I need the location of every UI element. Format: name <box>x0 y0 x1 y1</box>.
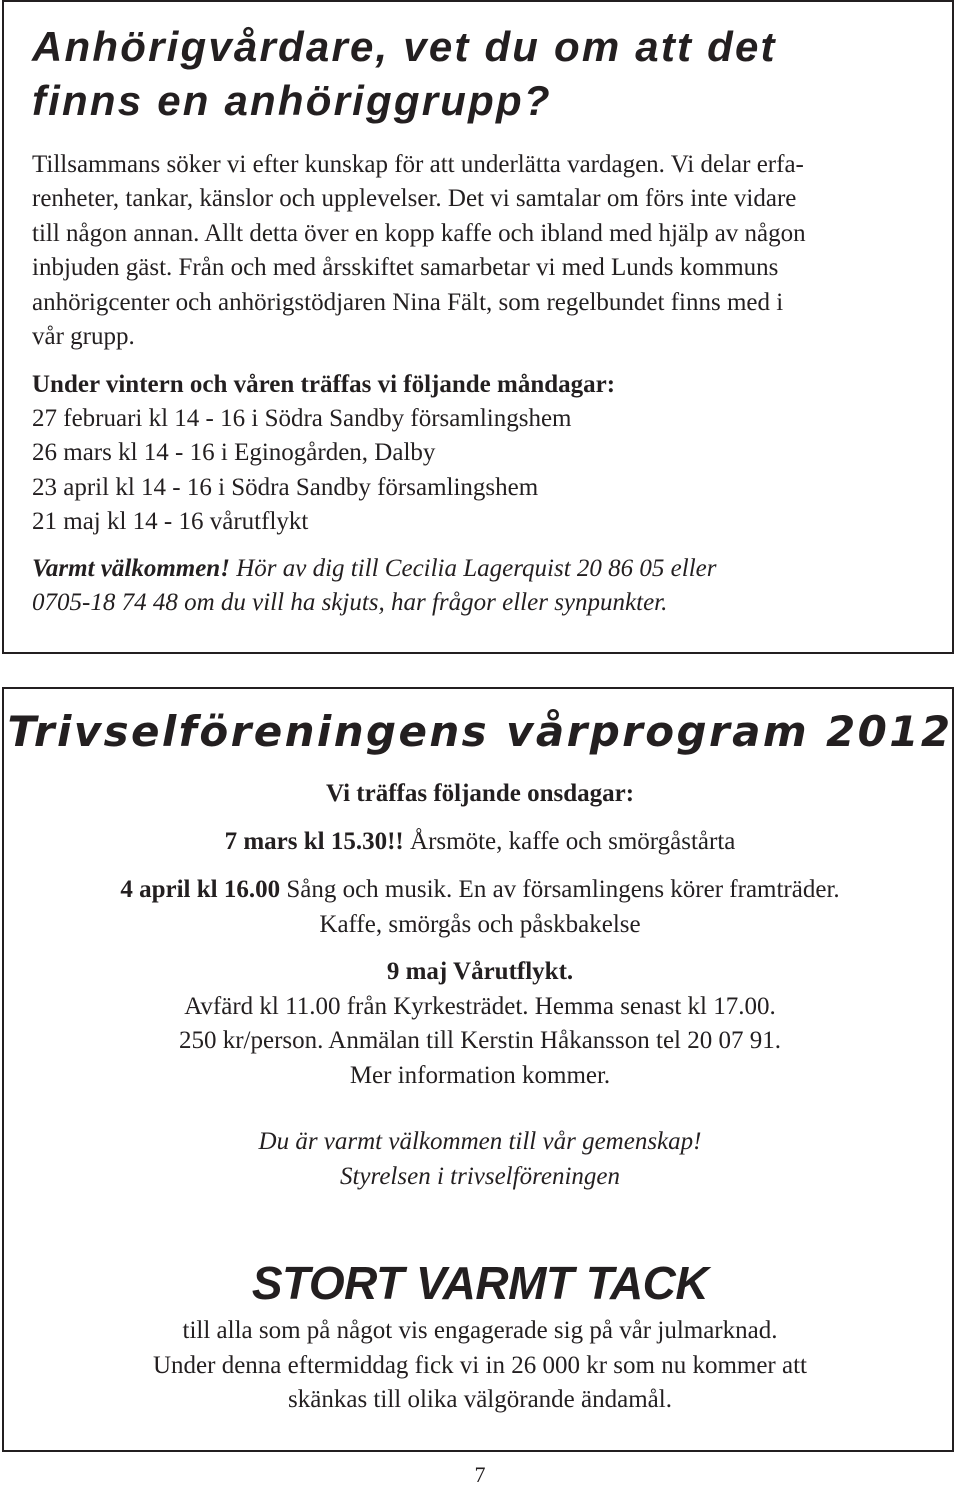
welcome-rest: Hör av dig till Cecilia Lagerquist 20 86 05 eller <box>229 555 717 582</box>
meet-heading <box>0 777 960 812</box>
schedule-item: 21 maj kl 14 - 16 vårutflykt <box>32 507 309 535</box>
paragraph-line: till någon annan. Allt detta över en kopp kaffe och ibland med hjälp av någon <box>32 219 806 247</box>
event-2 <box>0 873 960 942</box>
anhorig-paragraph <box>32 148 932 354</box>
event-3-line: Avfärd kl 11.00 från Kyrkesträdet. Hemma senast kl 17.00. <box>184 992 776 1020</box>
schedule-item: 23 april kl 14 - 16 i Södra Sandby församlingshem <box>32 473 539 501</box>
closing-text <box>0 1125 960 1194</box>
paragraph-line: anhörigcenter och anhörigstödjaren Nina Fält, som regelbundet finns med i <box>32 288 784 316</box>
event-3-heading: 9 maj Vårutflykt. <box>386 958 574 985</box>
paragraph-line: inbjuden gäst. Från och med årsskiftet samarbetar vi med Lunds kommuns <box>32 254 779 282</box>
anhorig-title-line2: finns en anhöriggrupp? <box>32 77 552 124</box>
thanks-line: Under denna eftermiddag fick vi in 26 000 kr som nu kommer att <box>152 1351 807 1379</box>
meet-heading-text: Vi träffas följande onsdagar: <box>325 780 635 807</box>
event-1-desc: Årsmöte, kaffe och smörgåstårta <box>403 828 736 855</box>
anhorig-title-line1: Anhörigvårdare, vet du om att det <box>32 23 777 70</box>
event-3 <box>0 955 960 1093</box>
schedule-item: 27 februari kl 14 - 16 i Södra Sandby församlingshem <box>32 405 572 433</box>
schedule-list <box>32 368 932 539</box>
event-2-line2: Kaffe, smörgås och påskbakelse <box>319 910 641 938</box>
event-1 <box>0 825 960 860</box>
event-1-date: 7 mars kl 15.30!! <box>224 828 404 855</box>
closing-line: Du är varmt välkommen till vår gemenskap! <box>258 1128 702 1155</box>
paragraph-line: Tillsammans söker vi efter kunskap för att underlätta vardagen. Vi delar erfa- <box>32 151 804 178</box>
thanks-line: till alla som på något vis engagerade sig på vår julmarknad. <box>182 1317 778 1344</box>
paragraph-line: vår grupp. <box>32 323 135 351</box>
welcome-line2: 0705-18 74 48 om du vill ha skjuts, har frågor eller synpunkter. <box>32 589 668 617</box>
anhorig-title <box>32 20 932 128</box>
event-3-line: Mer information kommer. <box>349 1061 611 1089</box>
event-2-desc: Sång och musik. En av församlingens körer framträder. <box>280 876 840 903</box>
closing-signature: Styrelsen i trivselföreningen <box>339 1162 621 1190</box>
thanks-title: STORT VARMT TACK <box>251 1257 709 1309</box>
paragraph-line: renheter, tankar, känslor och upplevelser. Det vi samtalar om förs inte vidare <box>32 185 797 213</box>
trivsel-title: Trivselföreningens vårprogram 2012 <box>7 707 953 756</box>
event-3-line: 250 kr/person. Anmälan till Kerstin Håkansson tel 20 07 91. <box>178 1027 781 1054</box>
thanks-text <box>0 1314 960 1418</box>
welcome-text <box>32 552 932 621</box>
page-number: 7 <box>474 1462 486 1487</box>
schedule-heading: Under vintern och våren träffas vi följande måndagar: <box>32 371 616 398</box>
event-2-date: 4 april kl 16.00 <box>120 876 281 903</box>
schedule-item: 26 mars kl 14 - 16 i Eginogården, Dalby <box>32 439 436 467</box>
thanks-line: skänkas till olika välgörande ändamål. <box>288 1386 672 1413</box>
welcome-bold: Varmt välkommen! <box>32 555 230 582</box>
